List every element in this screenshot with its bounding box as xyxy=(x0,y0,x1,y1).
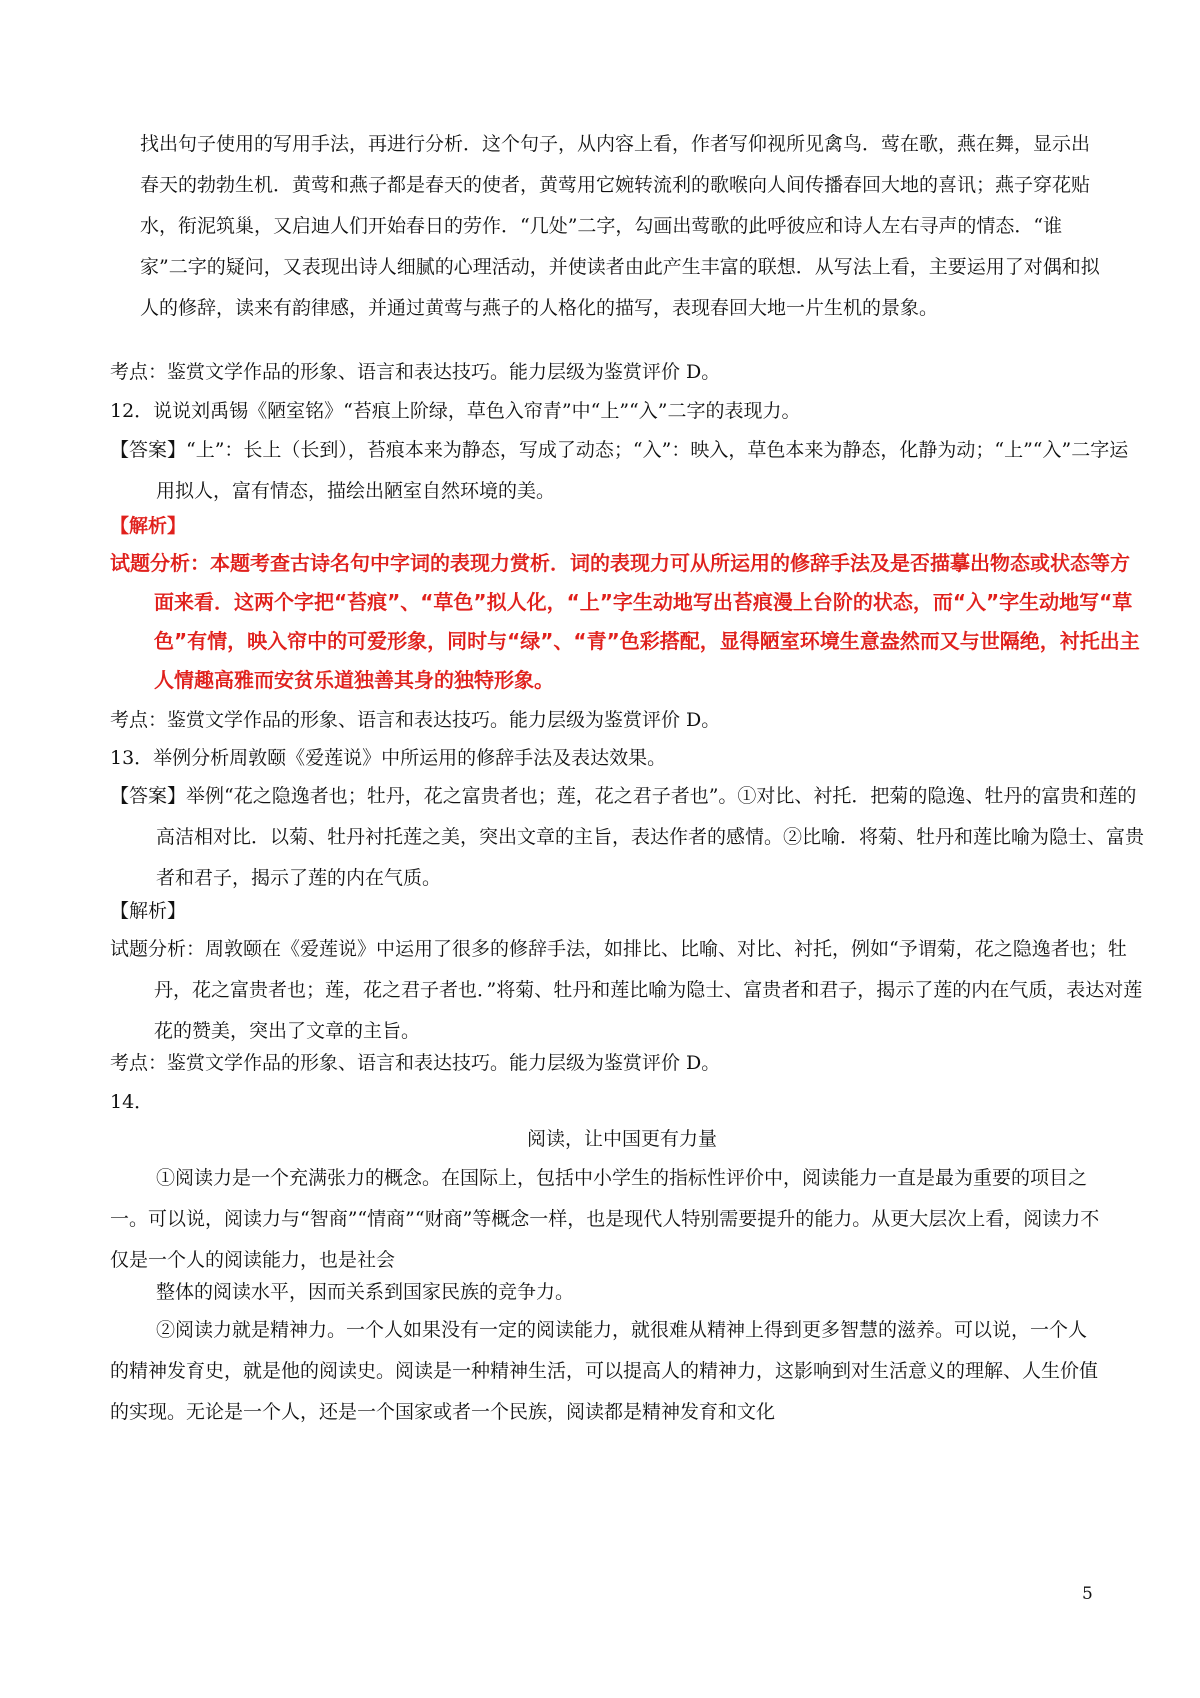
q11-analysis-text: 找出句子使用的写用手法，再进行分析．这个句子，从内容上看，作者写仰视所见禽鸟．莺在歌，燕在舞，显示出春天的勃勃生机．黄莺和燕子都是春天的使者，黄莺用它婉转流利的歌喉向人间传播春回大地的喜讯；燕子穿花贴水，衔泥筑巢，又启迪人们开始春日的劳作．“几处”二字，勾画出莺歌的此呼彼应和诗人左右寻声的情态．“谁家”二字的疑问，又表现出诗人细腻的心理活动，并使读者由此产生丰富的联想．从写法上看，主要运用了对偶和拟人的修辞，读来有韵律感，并通过黄莺与燕子的人格化的描写，表现春回大地一片生机的景象。 xyxy=(140,133,1100,319)
q13-question: 13．举例分析周敦颐《爱莲说》中所运用的修辞手法及表达效果。 xyxy=(110,747,667,769)
passage-paragraph-2: ②阅读力就是精神力。一个人如果没有一定的阅读能力，就很难从精神上得到更多智慧的滋养。可以说，一个人的精神发育史，就是他的阅读史。阅读是一种精神生活，可以提高人的精神力，这影响到对生活意义的理解、人生价值的实现。无论是一个人，还是一个国家或者一个民族，阅读都是精神发育和文化 xyxy=(110,1319,1099,1423)
q13-kaodian: 考点：鉴赏文学作品的形象、语言和表达技巧。能力层级为鉴赏评价 D。 xyxy=(110,1052,721,1074)
passage-title: 阅读，让中国更有力量 xyxy=(526,1128,717,1150)
q11-kaodian: 考点：鉴赏文学作品的形象、语言和表达技巧。能力层级为鉴赏评价 D。 xyxy=(110,361,721,383)
q12-kaodian: 考点：鉴赏文学作品的形象、语言和表达技巧。能力层级为鉴赏评价 D。 xyxy=(110,709,721,731)
q12-answer: 【答案】“上”：长上（长到），苔痕本来为静态，写成了动态；“入”：映入，草色本来为静态，化静为动；“上”“入”二字运用拟人，富有情态，描绘出陋室自然环境的美。 xyxy=(110,439,1129,502)
q14-number: 14． xyxy=(110,1091,154,1113)
q13-analysis-text: 试题分析：周敦颐在《爱莲说》中运用了很多的修辞手法，如排比、比喻、对比、衬托，例如“予谓菊，花之隐逸者也；牡丹，花之富贵者也；莲，花之君子者也．”将菊、牡丹和莲比喻为隐士、富贵者和君子，揭示了莲的内在气质，表达对莲花的赞美，突出了文章的主旨。 xyxy=(110,938,1143,1042)
q13-analysis-heading: 【解析】 xyxy=(110,900,187,922)
page-number: 5 xyxy=(1082,1584,1093,1604)
q12-analysis-heading: 【解析】 xyxy=(110,515,187,537)
passage-paragraph-1-continued: 整体的阅读水平，因而关系到国家民族的竞争力。 xyxy=(156,1281,575,1303)
q13-answer: 【答案】举例“花之隐逸者也；牡丹，花之富贵者也；莲，花之君子者也”。①对比、衬托．把菊的隐逸、牡丹的富贵和莲的高洁相对比．以菊、牡丹衬托莲之美，突出文章的主旨，表达作者的感情。②比喻．将菊、牡丹和莲比喻为隐士、富贵者和君子，揭示了莲的内在气质。 xyxy=(110,785,1145,889)
q12-analysis-text: 试题分析：本题考查古诗名句中字词的表现力赏析．词的表现力可从所运用的修辞手法及是否描摹出物态或状态等方面来看．这两个字把“苔痕”、“草色”拟人化，“上”字生动地写出苔痕漫上台阶的状态，而“入”字生动地写“草色”有情，映入帘中的可爱形象，同时与“绿”、“青”色彩搭配，显得陋室环境生意盎然而又与世隔绝，衬托出主人情趣高雅而安贫乐道独善其身的独特形象。 xyxy=(110,551,1140,692)
passage-paragraph-1: ①阅读力是一个充满张力的概念。在国际上，包括中小学生的指标性评价中，阅读能力一直是最为重要的项目之一。可以说，阅读力与“智商”“情商”“财商”等概念一样，也是现代人特别需要提升的能力。从更大层次上看，阅读力不仅是一个人的阅读能力，也是社会 xyxy=(110,1167,1100,1271)
q12-question: 12．说说刘禹锡《陋室铭》“苔痕上阶绿，草色入帘青”中“上”“入”二字的表现力。 xyxy=(110,400,801,422)
